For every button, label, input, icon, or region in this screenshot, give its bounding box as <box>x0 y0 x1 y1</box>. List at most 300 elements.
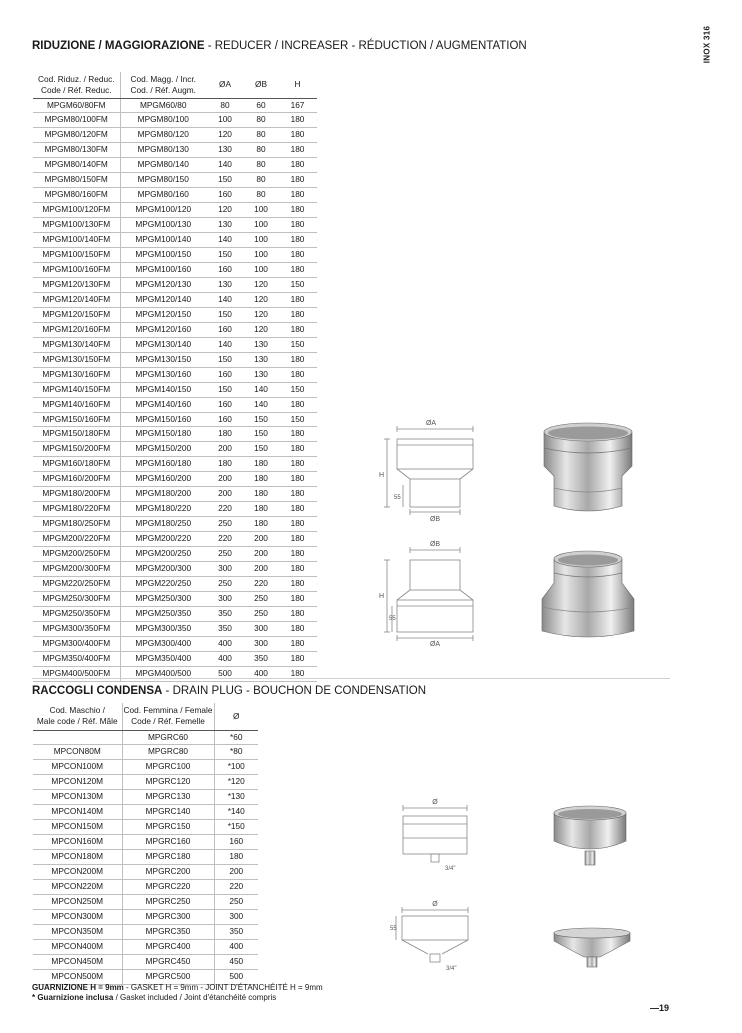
table-cell: 200 <box>244 532 278 547</box>
table-row <box>33 790 258 805</box>
footnote-gasket-rest: - GASKET H = 9mm - JOINT D'ÉTANCHÉITÉ H = 9mm <box>123 983 323 992</box>
table-cell: MPGM400/500 <box>120 666 206 681</box>
table-cell: MPGM250/300 <box>120 591 206 606</box>
table-cell: MPGRC150 <box>122 820 214 835</box>
table-cell: 180 <box>244 487 278 502</box>
table-cell: 160 <box>206 412 244 427</box>
table-cell: 200 <box>206 472 244 487</box>
table-cell: MPGRC180 <box>122 850 214 865</box>
table-cell: 160 <box>206 397 244 412</box>
table-cell: 180 <box>278 262 317 277</box>
table-row <box>33 397 317 412</box>
table-cell: 100 <box>244 218 278 233</box>
table-row <box>33 865 258 880</box>
table-cell: *130 <box>214 790 258 805</box>
table-cell: 120 <box>244 307 278 322</box>
dim-label-55: 55 <box>390 926 397 932</box>
reducer-header-col2 <box>206 72 244 98</box>
table-row <box>33 367 317 382</box>
table-row <box>33 954 258 969</box>
table-cell: MPGM120/140FM <box>33 292 120 307</box>
table-cell: MPGM130/150 <box>120 352 206 367</box>
table-cell: 500 <box>214 969 258 984</box>
table-row <box>33 517 317 532</box>
table-cell: 180 <box>278 487 317 502</box>
table-row <box>33 248 317 263</box>
table-cell: 300 <box>214 909 258 924</box>
table-cell: 160 <box>206 322 244 337</box>
page-number: —19 <box>650 1003 670 1013</box>
table-cell: MPGM100/120FM <box>33 203 120 218</box>
table-cell: 80 <box>244 158 278 173</box>
table-cell: MPGM80/120FM <box>33 128 120 143</box>
drain-header-col1 <box>122 703 214 730</box>
table-cell: MPGM80/160FM <box>33 188 120 203</box>
table-cell: 120 <box>244 322 278 337</box>
table-cell: MPGM180/250 <box>120 517 206 532</box>
table-cell: MPCON220M <box>33 880 122 895</box>
table-row <box>33 218 317 233</box>
table-cell: MPCON350M <box>33 924 122 939</box>
reducer-drawing-2 <box>375 540 485 650</box>
table-cell: MPCON450M <box>33 954 122 969</box>
table-cell: MPGM400/500FM <box>33 666 120 681</box>
table-cell: 180 <box>278 352 317 367</box>
dim-label-b: ØB <box>429 541 441 548</box>
table-cell: 180 <box>278 188 317 203</box>
table-cell: 250 <box>206 577 244 592</box>
table-row <box>33 307 317 322</box>
table-cell: MPGRC200 <box>122 865 214 880</box>
table-cell: MPGM100/130FM <box>33 218 120 233</box>
table-row <box>33 562 317 577</box>
table-row <box>33 487 317 502</box>
table-cell: 250 <box>206 517 244 532</box>
table-row <box>33 532 317 547</box>
table-cell: MPGM80/160 <box>120 188 206 203</box>
table-cell: 180 <box>278 621 317 636</box>
side-label-text: INOX 316 <box>702 25 712 64</box>
table-cell: 250 <box>206 547 244 562</box>
table-cell: MPGM200/250 <box>120 547 206 562</box>
table-cell: 220 <box>244 577 278 592</box>
table-cell: 160 <box>214 835 258 850</box>
table-cell: MPGM180/250FM <box>33 517 120 532</box>
section-divider <box>32 678 670 679</box>
table-cell: MPGM100/140 <box>120 233 206 248</box>
table-cell: MPGM80/100FM <box>33 113 120 128</box>
table-cell: MPCON100M <box>33 760 122 775</box>
table-cell: 200 <box>206 442 244 457</box>
dim-label-h: H <box>379 593 385 600</box>
table-cell: 180 <box>214 850 258 865</box>
table-row <box>33 502 317 517</box>
table-cell: 180 <box>278 636 317 651</box>
table-cell: 150 <box>206 382 244 397</box>
table-row <box>33 805 258 820</box>
table-cell: MPCON80M <box>33 745 122 760</box>
table-cell: 140 <box>244 382 278 397</box>
table-cell: 80 <box>244 188 278 203</box>
table-cell: MPGM100/140FM <box>33 233 120 248</box>
table-row <box>33 924 258 939</box>
table-cell: 220 <box>214 880 258 895</box>
table-cell: MPGM130/140FM <box>33 337 120 352</box>
table-cell: 150 <box>244 427 278 442</box>
table-cell: 130 <box>244 367 278 382</box>
table-cell: MPGM60/80FM <box>33 98 120 113</box>
drain-header-text: Cod. Maschio / <box>49 705 105 716</box>
reducer-header-text: ØB <box>255 79 267 90</box>
table-cell: 180 <box>278 218 317 233</box>
table-cell: *150 <box>214 820 258 835</box>
table-cell: MPGM200/220FM <box>33 532 120 547</box>
table-cell: MPGM130/140 <box>120 337 206 352</box>
thread-label: 3/4" <box>446 966 457 972</box>
table-cell: 300 <box>244 636 278 651</box>
table-cell: 180 <box>278 591 317 606</box>
dim-label-55: 55 <box>389 616 396 622</box>
table-cell: 150 <box>206 307 244 322</box>
table-cell: MPCON400M <box>33 939 122 954</box>
table-cell: 150 <box>278 382 317 397</box>
table-cell: MPGM300/400FM <box>33 636 120 651</box>
table-row <box>33 292 317 307</box>
table-cell: 130 <box>244 352 278 367</box>
table-cell: MPGM140/150FM <box>33 382 120 397</box>
table-cell: 180 <box>278 322 317 337</box>
table-row <box>33 591 317 606</box>
table-cell: 180 <box>278 666 317 681</box>
drain-photo-1 <box>550 803 630 873</box>
table-cell: 220 <box>206 532 244 547</box>
table-cell: MPGRC130 <box>122 790 214 805</box>
table-cell: MPCON130M <box>33 790 122 805</box>
reducer-header-text: ØA <box>219 79 231 90</box>
table-cell: MPGM160/200FM <box>33 472 120 487</box>
table-cell: 130 <box>206 218 244 233</box>
reducer-photo-2 <box>538 545 638 645</box>
table-cell: MPGM120/150 <box>120 307 206 322</box>
table-cell: 180 <box>244 472 278 487</box>
table-cell: 150 <box>206 173 244 188</box>
table-row <box>33 412 317 427</box>
table-cell: 80 <box>206 98 244 113</box>
table-cell: MPGRC350 <box>122 924 214 939</box>
table-row <box>33 337 317 352</box>
table-cell: 180 <box>278 128 317 143</box>
table-cell: 160 <box>206 367 244 382</box>
drain-header-text: Code / Réf. Femelle <box>131 716 205 727</box>
table-cell: MPGM140/160 <box>120 397 206 412</box>
drain-header-text: Ø <box>233 710 240 721</box>
table-row <box>33 322 317 337</box>
table-cell: MPGRC300 <box>122 909 214 924</box>
footnote-gasket-bold: GUARNIZIONE H = 9mm <box>32 983 124 992</box>
table-cell: 80 <box>244 173 278 188</box>
table-cell: MPGM200/250FM <box>33 547 120 562</box>
table-cell: MPGRC120 <box>122 775 214 790</box>
table-cell: 140 <box>206 337 244 352</box>
drain-drawing-1 <box>395 798 475 873</box>
table-cell: 180 <box>278 248 317 263</box>
table-cell: 180 <box>278 173 317 188</box>
table-cell: MPGRC450 <box>122 954 214 969</box>
table-row <box>33 969 258 984</box>
table-cell: 140 <box>206 233 244 248</box>
reducer-header-col1 <box>120 72 206 98</box>
table-cell: MPGM120/150FM <box>33 307 120 322</box>
table-cell: MPGRC100 <box>122 760 214 775</box>
table-cell: MPGM100/160 <box>120 262 206 277</box>
footnote-gasket <box>32 983 323 992</box>
table-cell: 180 <box>278 442 317 457</box>
table-row <box>33 760 258 775</box>
table-cell: MPGM150/200FM <box>33 442 120 457</box>
table-row <box>33 775 258 790</box>
table-cell: MPGM100/160FM <box>33 262 120 277</box>
table-cell: MPGM300/350 <box>120 621 206 636</box>
table-cell: MPGM300/400 <box>120 636 206 651</box>
table-cell: 150 <box>206 352 244 367</box>
table-row <box>33 158 317 173</box>
footnote-included-bold: * Guarnizione inclusa <box>32 993 114 1002</box>
table-cell: 160 <box>206 188 244 203</box>
drain-header-col2 <box>214 703 258 730</box>
table-cell: 250 <box>214 894 258 909</box>
table-cell: MPGM80/150FM <box>33 173 120 188</box>
table-cell: MPGM350/400 <box>120 651 206 666</box>
table-cell: 300 <box>244 621 278 636</box>
table-cell: 80 <box>244 113 278 128</box>
table-cell: 180 <box>278 532 317 547</box>
table-cell: MPCON250M <box>33 894 122 909</box>
table-cell: 180 <box>278 457 317 472</box>
table-cell: MPGM150/160 <box>120 412 206 427</box>
table-cell: MPGM100/130 <box>120 218 206 233</box>
table-cell: 220 <box>206 502 244 517</box>
table-cell: 180 <box>278 517 317 532</box>
table-cell: MPGM120/130FM <box>33 277 120 292</box>
table-cell: MPGM250/350FM <box>33 606 120 621</box>
table-cell: *60 <box>214 730 258 745</box>
table-cell: MPGM120/140 <box>120 292 206 307</box>
table-cell: 100 <box>206 113 244 128</box>
table-row <box>33 850 258 865</box>
drain-header-col0 <box>33 703 122 730</box>
table-cell: MPGRC160 <box>122 835 214 850</box>
drain-drawing-2 <box>390 900 475 975</box>
table-cell: MPGM160/200 <box>120 472 206 487</box>
table-row <box>33 427 317 442</box>
drain-header-text: Cod. Femmina / Female <box>123 705 213 716</box>
table-cell: 80 <box>244 128 278 143</box>
table-cell: 350 <box>206 621 244 636</box>
table-cell: 120 <box>206 128 244 143</box>
table-cell: 160 <box>206 262 244 277</box>
table-cell: 180 <box>278 158 317 173</box>
table-cell: MPCON500M <box>33 969 122 984</box>
table-cell: MPGRC220 <box>122 880 214 895</box>
table-cell: MPGM100/150 <box>120 248 206 263</box>
table-cell: MPGM220/250FM <box>33 577 120 592</box>
reducer-photo-1 <box>538 418 638 518</box>
table-cell: 150 <box>244 442 278 457</box>
table-cell: MPGM160/180FM <box>33 457 120 472</box>
table-cell: 140 <box>206 158 244 173</box>
drain-title-rest: - DRAIN PLUG - BOUCHON DE CONDENSATION <box>162 685 427 697</box>
reducer-title-bold: RIDUZIONE / MAGGIORAZIONE <box>32 40 205 52</box>
table-row <box>33 636 317 651</box>
table-cell: 400 <box>214 939 258 954</box>
table-row <box>33 472 317 487</box>
table-cell: MPGM180/200 <box>120 487 206 502</box>
table-cell: MPGM200/220 <box>120 532 206 547</box>
drain-header-text: Male code / Réf. Mâle <box>36 716 118 727</box>
table-cell: 180 <box>278 547 317 562</box>
table-row <box>33 143 317 158</box>
reducer-section-title <box>32 40 527 52</box>
table-row <box>33 382 317 397</box>
table-cell: MPCON160M <box>33 835 122 850</box>
table-cell: 450 <box>214 954 258 969</box>
table-cell: 140 <box>206 292 244 307</box>
table-cell: MPGRC400 <box>122 939 214 954</box>
table-row <box>33 606 317 621</box>
table-row <box>33 457 317 472</box>
reducer-title-rest: - REDUCER / INCREASER - RÉDUCTION / AUGMENTATION <box>204 40 527 52</box>
table-cell: MPGM250/300FM <box>33 591 120 606</box>
table-row <box>33 128 317 143</box>
table-cell: MPGM130/150FM <box>33 352 120 367</box>
table-row <box>33 651 317 666</box>
table-cell: 60 <box>244 98 278 113</box>
table-cell: 130 <box>206 143 244 158</box>
table-cell: 250 <box>244 591 278 606</box>
table-cell: MPGRC60 <box>122 730 214 745</box>
table-cell: MPGM120/160FM <box>33 322 120 337</box>
table-cell: 350 <box>214 924 258 939</box>
table-row <box>33 621 317 636</box>
table-cell: MPGM200/300FM <box>33 562 120 577</box>
table-cell: MPGM350/400FM <box>33 651 120 666</box>
table-row <box>33 233 317 248</box>
table-cell: 180 <box>278 502 317 517</box>
reducer-header-text: H <box>294 79 301 90</box>
table-cell: 300 <box>206 562 244 577</box>
drain-title-bold: RACCOGLI CONDENSA <box>32 685 163 697</box>
table-row <box>33 188 317 203</box>
table-cell: MPGRC500 <box>122 969 214 984</box>
table-cell: 130 <box>206 277 244 292</box>
table-cell: MPGRC140 <box>122 805 214 820</box>
table-cell: 180 <box>206 457 244 472</box>
table-cell: MPCON300M <box>33 909 122 924</box>
table-cell: 150 <box>278 277 317 292</box>
table-cell: MPGM160/180 <box>120 457 206 472</box>
table-cell: 200 <box>206 487 244 502</box>
table-cell: 500 <box>206 666 244 681</box>
dim-label-diameter: Ø <box>432 901 438 908</box>
table-cell: 120 <box>244 277 278 292</box>
table-row <box>33 909 258 924</box>
reducer-header-text: Code / Réf. Reduc. <box>40 84 112 95</box>
table-cell: MPGM140/160FM <box>33 397 120 412</box>
table-cell: 180 <box>278 113 317 128</box>
table-row <box>33 547 317 562</box>
table-cell: 180 <box>278 233 317 248</box>
table-cell: 130 <box>244 337 278 352</box>
table-row <box>33 113 317 128</box>
table-row <box>33 730 258 745</box>
reducer-table <box>33 72 317 682</box>
table-cell <box>33 730 122 745</box>
table-cell: MPGM130/160FM <box>33 367 120 382</box>
table-cell: 180 <box>278 397 317 412</box>
table-row <box>33 820 258 835</box>
reducer-header-text: Cod. Riduz. / Reduc. <box>37 73 115 84</box>
dim-label-h: H <box>379 472 385 479</box>
table-cell: MPGRC250 <box>122 894 214 909</box>
table-cell: 180 <box>278 203 317 218</box>
table-cell: 150 <box>206 248 244 263</box>
reducer-header-col0 <box>33 72 120 98</box>
table-cell: 250 <box>244 606 278 621</box>
table-cell: 180 <box>244 457 278 472</box>
table-cell: MPGM120/130 <box>120 277 206 292</box>
table-cell: MPGM80/140 <box>120 158 206 173</box>
reducer-header-col4 <box>278 72 317 98</box>
table-row <box>33 173 317 188</box>
table-row <box>33 203 317 218</box>
table-row <box>33 894 258 909</box>
table-cell: 80 <box>244 143 278 158</box>
table-cell: 100 <box>244 262 278 277</box>
table-cell: MPGM100/150FM <box>33 248 120 263</box>
table-cell: *100 <box>214 760 258 775</box>
drain-header-row <box>33 703 258 730</box>
table-cell: 300 <box>206 591 244 606</box>
drain-table <box>33 703 258 985</box>
table-cell: 150 <box>244 412 278 427</box>
table-row <box>33 939 258 954</box>
table-cell: MPGM220/250 <box>120 577 206 592</box>
table-cell: MPCON140M <box>33 805 122 820</box>
table-cell: MPGM80/120 <box>120 128 206 143</box>
table-cell: MPGM200/300 <box>120 562 206 577</box>
table-cell: MPGM180/220 <box>120 502 206 517</box>
table-cell: MPGM80/100 <box>120 113 206 128</box>
drain-photo-2 <box>552 925 632 975</box>
dim-label-a: ØA <box>429 641 441 648</box>
dim-label-b: ØB <box>429 516 441 523</box>
table-cell: MPGM150/160FM <box>33 412 120 427</box>
table-cell: MPGM150/180FM <box>33 427 120 442</box>
table-cell: MPCON150M <box>33 820 122 835</box>
table-cell: MPGM180/220FM <box>33 502 120 517</box>
dim-label-diameter: Ø <box>432 799 438 806</box>
thread-label: 3/4" <box>445 866 456 872</box>
table-cell: MPGM250/350 <box>120 606 206 621</box>
table-cell: 167 <box>278 98 317 113</box>
table-row <box>33 442 317 457</box>
reducer-header-text: Cod. / Réf. Augm. <box>130 84 196 95</box>
table-cell: 180 <box>278 292 317 307</box>
table-row <box>33 880 258 895</box>
table-cell: 400 <box>244 666 278 681</box>
table-cell: MPGM80/140FM <box>33 158 120 173</box>
table-cell: 100 <box>244 248 278 263</box>
